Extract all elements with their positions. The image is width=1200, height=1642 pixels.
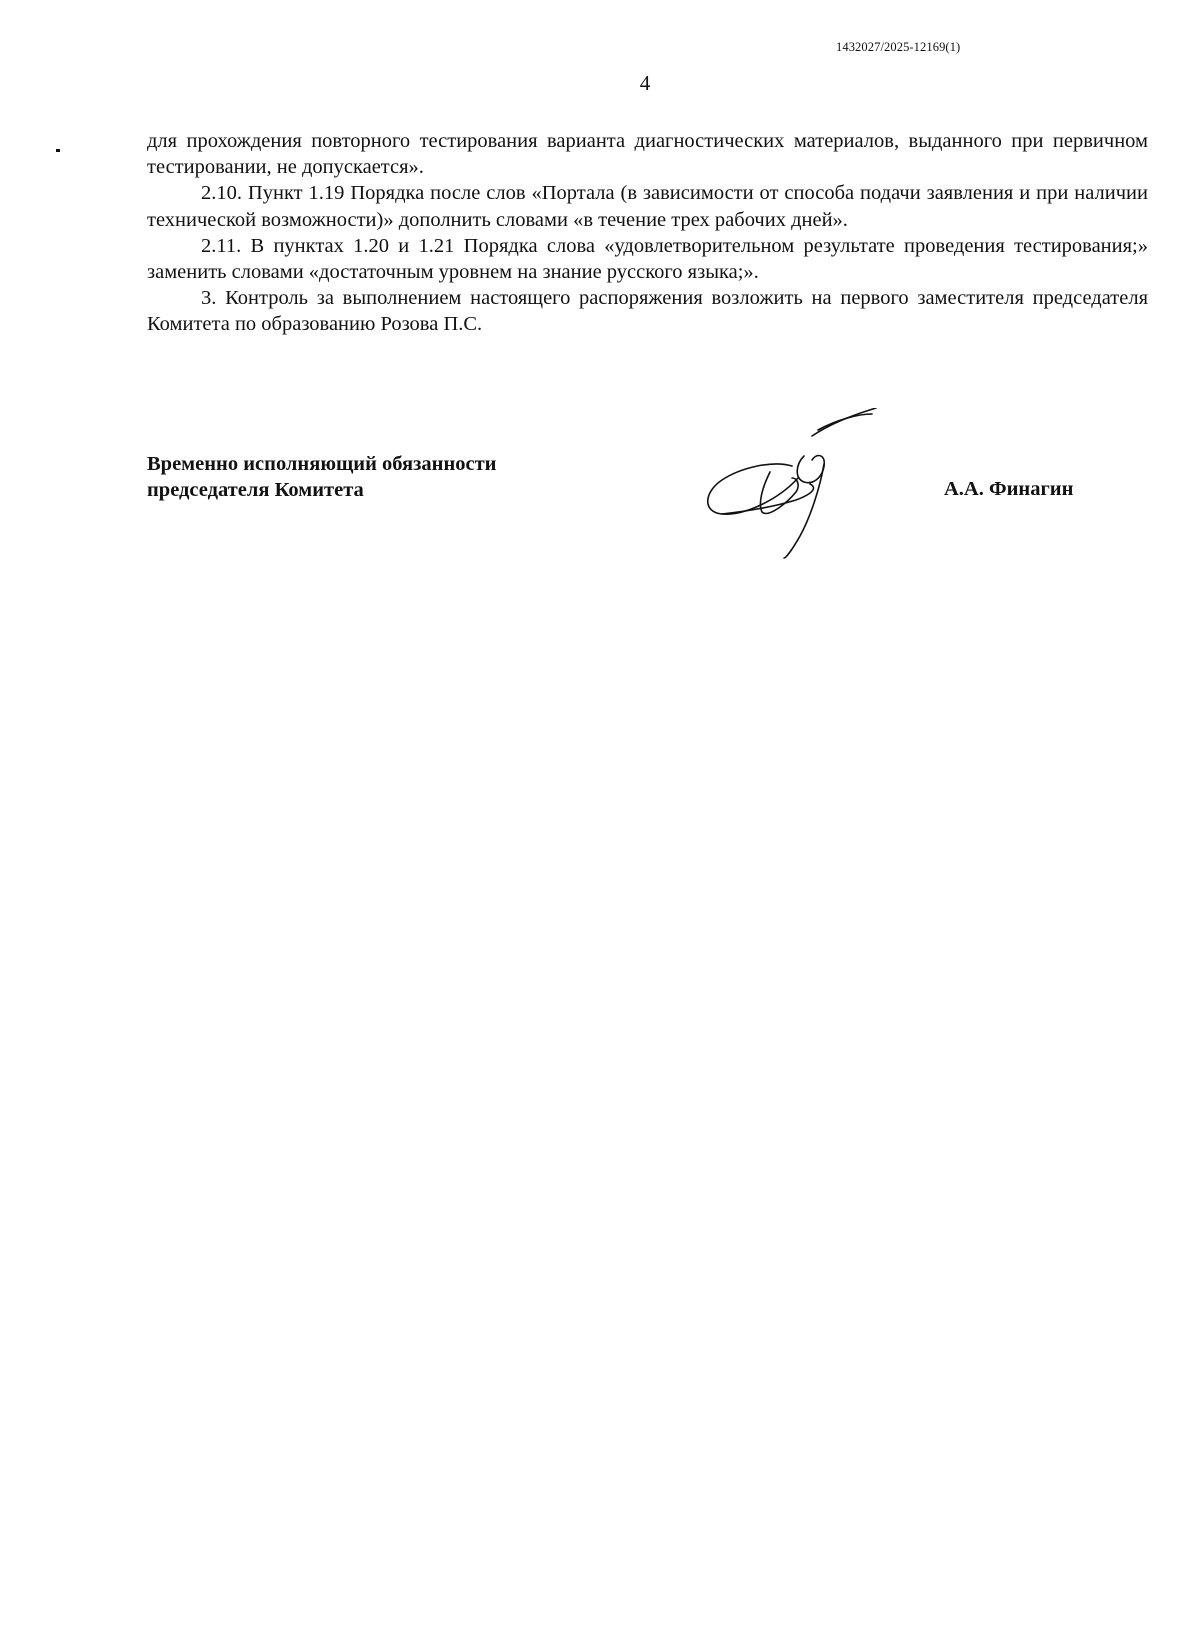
position-line-2: председателя Комитета — [147, 479, 364, 501]
registration-number: 1432027/2025-12169(1) — [836, 40, 961, 54]
page-number: 4 — [639, 71, 651, 95]
handwritten-signature — [700, 408, 900, 568]
paragraph-2-10: 2.10. Пункт 1.19 Порядка после слов «Портала (в зависимости от способа подачи заявления и при наличии технической возможности)» дополнить словами «в течение трех рабочих дней». — [147, 182, 1148, 231]
document-body — [147, 128, 1148, 338]
margin-mark — [56, 149, 60, 152]
signatory-position — [147, 451, 496, 503]
paragraph-continuation: для прохождения повторного тестирования варианта диагностических материалов, выданного при первичном тестировании, не допускается». — [147, 130, 1148, 179]
paragraph-2-11: 2.11. В пунктах 1.20 и 1.21 Порядка слова «удовлетворительном результате проведения тестирования;» заменить словами «достаточным уровнем на знание русского языка;». — [147, 234, 1148, 284]
paragraph-3: 3. Контроль за выполнением настоящего распоряжения возложить на первого заместителя председателя Комитета по образованию Розова П.С. — [147, 287, 1148, 336]
signatory-name: А.А. Финагин — [944, 478, 1074, 500]
position-line-1: Временно исполняющий обязанности — [147, 453, 497, 475]
